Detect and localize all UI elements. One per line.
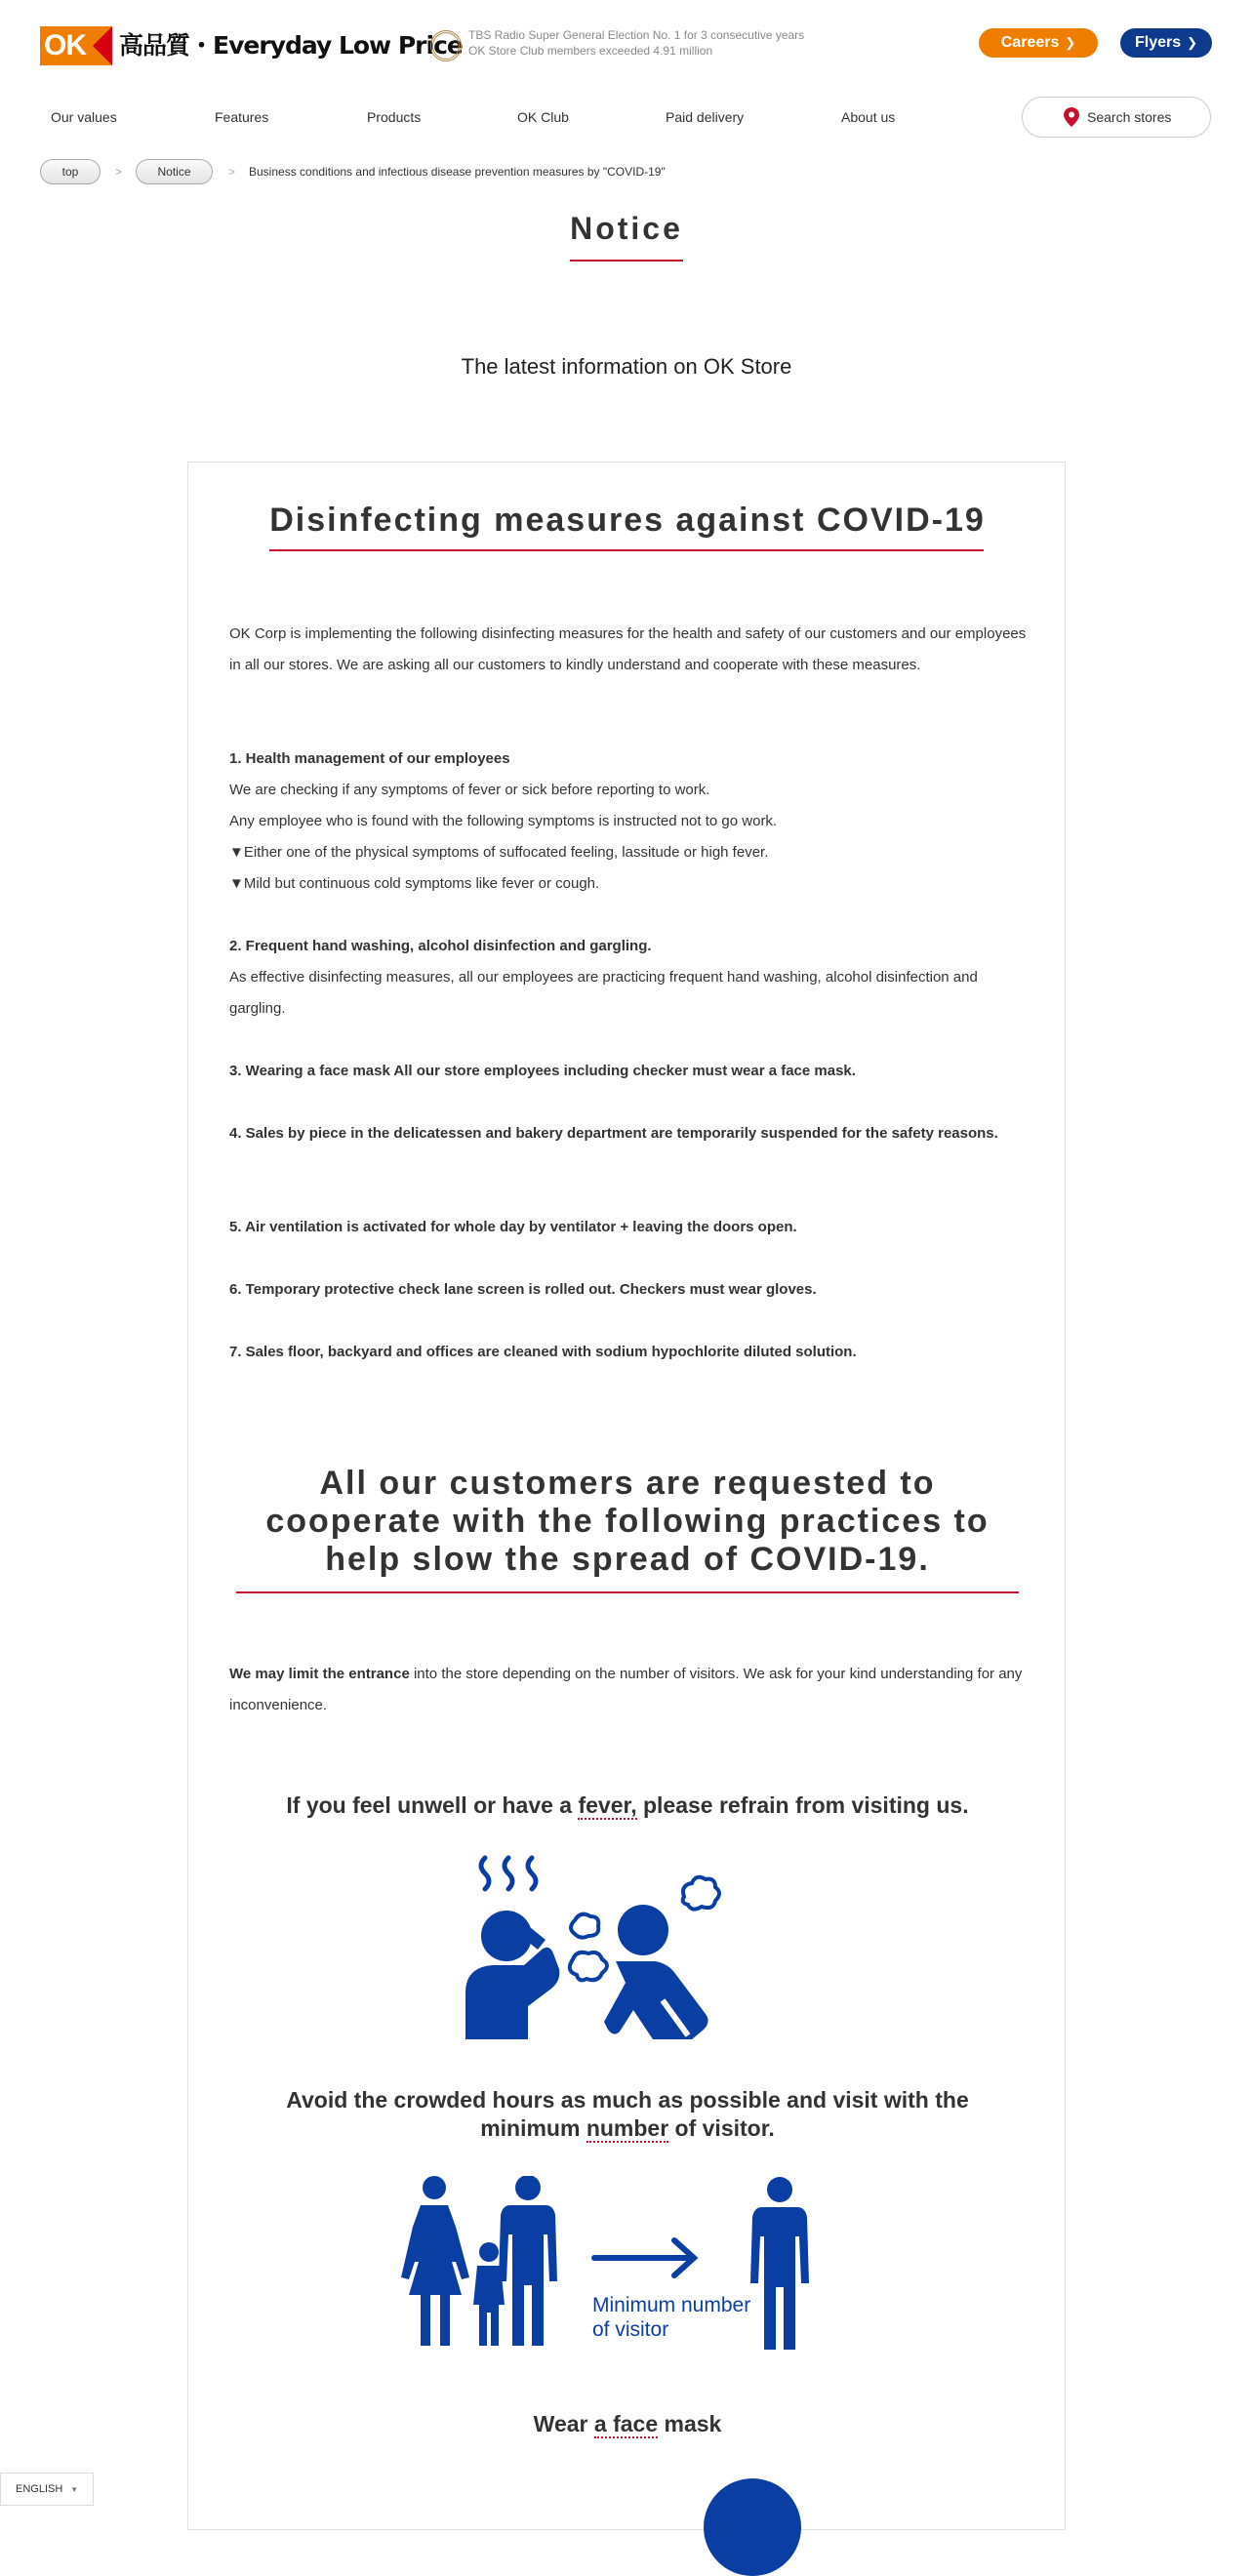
breadcrumb-notice[interactable]: Notice: [136, 159, 213, 184]
breadcrumb-separator: >: [228, 165, 236, 179]
careers-button[interactable]: [979, 28, 1098, 58]
award-text: [468, 27, 804, 59]
feverish-person-icon: [465, 1911, 559, 2039]
nav-item-features[interactable]: Features: [215, 109, 269, 125]
breadcrumb-current: Business conditions and infectious disease prevention measures by "COVID-19": [249, 165, 666, 179]
award-medal-icon: [430, 30, 462, 61]
customers-heading-underline: [236, 1591, 1019, 1593]
mask-heading-pre: Wear: [533, 2411, 594, 2436]
crowd-heading-post: of visitor.: [668, 2115, 775, 2141]
crowd-heading-line-2: [188, 2114, 1067, 2143]
limit-entrance-bold: We may limit the entrance: [229, 1666, 410, 1682]
careers-label: Careers: [1000, 34, 1060, 51]
ok-logo[interactable]: [40, 26, 112, 65]
language-current: ENGLISH: [16, 2483, 63, 2495]
limit-entrance-paragraph: [229, 1659, 1028, 1721]
breadcrumb-top[interactable]: top: [40, 159, 101, 184]
fever-heading-pre: If you feel unwell or have a: [286, 1792, 579, 1818]
arrow-right-icon: [594, 2240, 694, 2275]
breadcrumb-separator: >: [115, 165, 123, 179]
language-selector[interactable]: [0, 2473, 94, 2506]
logo-text: OK: [44, 29, 86, 61]
section-5: 5. Air ventilation is activated for whole day by ventilator + leaving the doors open.: [229, 1219, 797, 1235]
location-pin-icon: [1064, 107, 1079, 127]
min-visitor-caption-line-2: of visitor: [592, 2318, 669, 2341]
customers-heading: All our customers are requested to cooperate with the following practices to help slow the spread of COVID-19.: [265, 1465, 990, 1578]
page-title: Notice: [570, 211, 683, 246]
mask-heading-underlined: a face: [593, 2411, 659, 2436]
single-person-icon: [750, 2177, 809, 2350]
title-underline: [570, 260, 683, 262]
min-visitor-caption: [592, 2293, 750, 2342]
crowd-heading-pre: minimum: [480, 2115, 586, 2141]
mask-heading: [188, 2410, 1067, 2438]
logo-triangle: [93, 26, 112, 65]
section-1-line-2: Any employee who is found with the following symptoms is instructed not to go work.: [229, 813, 778, 829]
crowd-heading-underlined: number: [586, 2115, 669, 2141]
nav-item-our-values[interactable]: Our values: [51, 109, 117, 125]
flyers-label: Flyers: [1134, 34, 1182, 51]
fever-heading-post: please refrain from visiting us.: [636, 1792, 969, 1818]
section-2-body: As effective disinfecting measures, all our employees are practicing frequent hand washing, alcohol disinfection and gargling.: [229, 969, 978, 1017]
caret-down-icon: ▼: [70, 2485, 79, 2494]
award-line-2: OK Store Club members exceeded 4.91 million: [468, 44, 713, 58]
masked-person-icon: [704, 2478, 801, 2576]
mask-heading-post: mask: [658, 2411, 722, 2436]
search-stores-label: Search stores: [1087, 109, 1172, 125]
article-heading: Disinfecting measures against COVID-19: [269, 502, 986, 539]
nav-item-paid-delivery[interactable]: Paid delivery: [666, 109, 745, 125]
section-6: 6. Temporary protective check lane screen is rolled out. Checkers must wear gloves.: [229, 1281, 817, 1298]
breadcrumb: [0, 156, 1253, 187]
section-1-title: 1. Health management of our employees: [229, 750, 510, 767]
intro-paragraph: OK Corp is implementing the following disinfecting measures for the health and safety of our customers and our employees in all our stores. We are asking all our customers to kindly understand and cooperate with these measures.: [229, 625, 1027, 673]
section-1-line-4: ▼Mild but continuous cold symptoms like fever or cough.: [229, 875, 600, 892]
heat-waves-icon: [481, 1858, 536, 1889]
latest-info-heading: The latest information on OK Store: [461, 354, 792, 379]
award-line-1: TBS Radio Super General Election No. 1 for 3 consecutive years: [468, 28, 805, 42]
family-group-icon: [401, 2176, 557, 2346]
section-1-line-1: We are checking if any symptoms of fever or sick before reporting to work.: [229, 782, 710, 798]
min-visitor-caption-line-1: Minimum number: [592, 2294, 751, 2316]
chevron-right-icon: ❯: [1187, 35, 1198, 50]
fever-heading: [188, 1791, 1067, 1820]
crowd-heading-line-1: Avoid the crowded hours as much as possible and visit with the: [286, 2087, 969, 2113]
section-2-title: 2. Frequent hand washing, alcohol disinfection and gargling.: [229, 938, 652, 954]
section-4: 4. Sales by piece in the delicatessen and bakery department are temporarily suspended for the safety reasons.: [229, 1125, 998, 1142]
article-card: [187, 462, 1066, 2530]
crowd-heading: [188, 2086, 1067, 2143]
section-3: 3. Wearing a face mask All our store employees including checker must wear a face mask.: [229, 1063, 856, 1079]
fever-heading-underlined: fever,: [578, 1792, 637, 1818]
nav-item-products[interactable]: Products: [367, 109, 422, 125]
nav-item-ok-club[interactable]: OK Club: [517, 109, 569, 125]
chevron-right-icon: ❯: [1065, 35, 1076, 50]
tagline: 高品質・Everyday Low Price: [119, 31, 463, 60]
search-stores-button[interactable]: [1022, 97, 1211, 138]
article-heading-underline: [269, 549, 984, 551]
site-header: [0, 0, 1253, 90]
section-7: 7. Sales floor, backyard and offices are cleaned with sodium hypochlorite diluted solution.: [229, 1344, 857, 1360]
unwell-people-illustration: [360, 1854, 789, 2039]
coughing-person-icon: [570, 1877, 719, 2039]
nav-item-about-us[interactable]: About us: [841, 109, 896, 125]
flyers-button[interactable]: [1120, 28, 1212, 58]
limit-entrance-rest: into the store depending on the number of visitors. We ask for your kind understanding for any inconvenience.: [229, 1666, 1023, 1713]
section-1-line-3: ▼Either one of the physical symptoms of suffocated feeling, lassitude or high fever.: [229, 844, 769, 861]
